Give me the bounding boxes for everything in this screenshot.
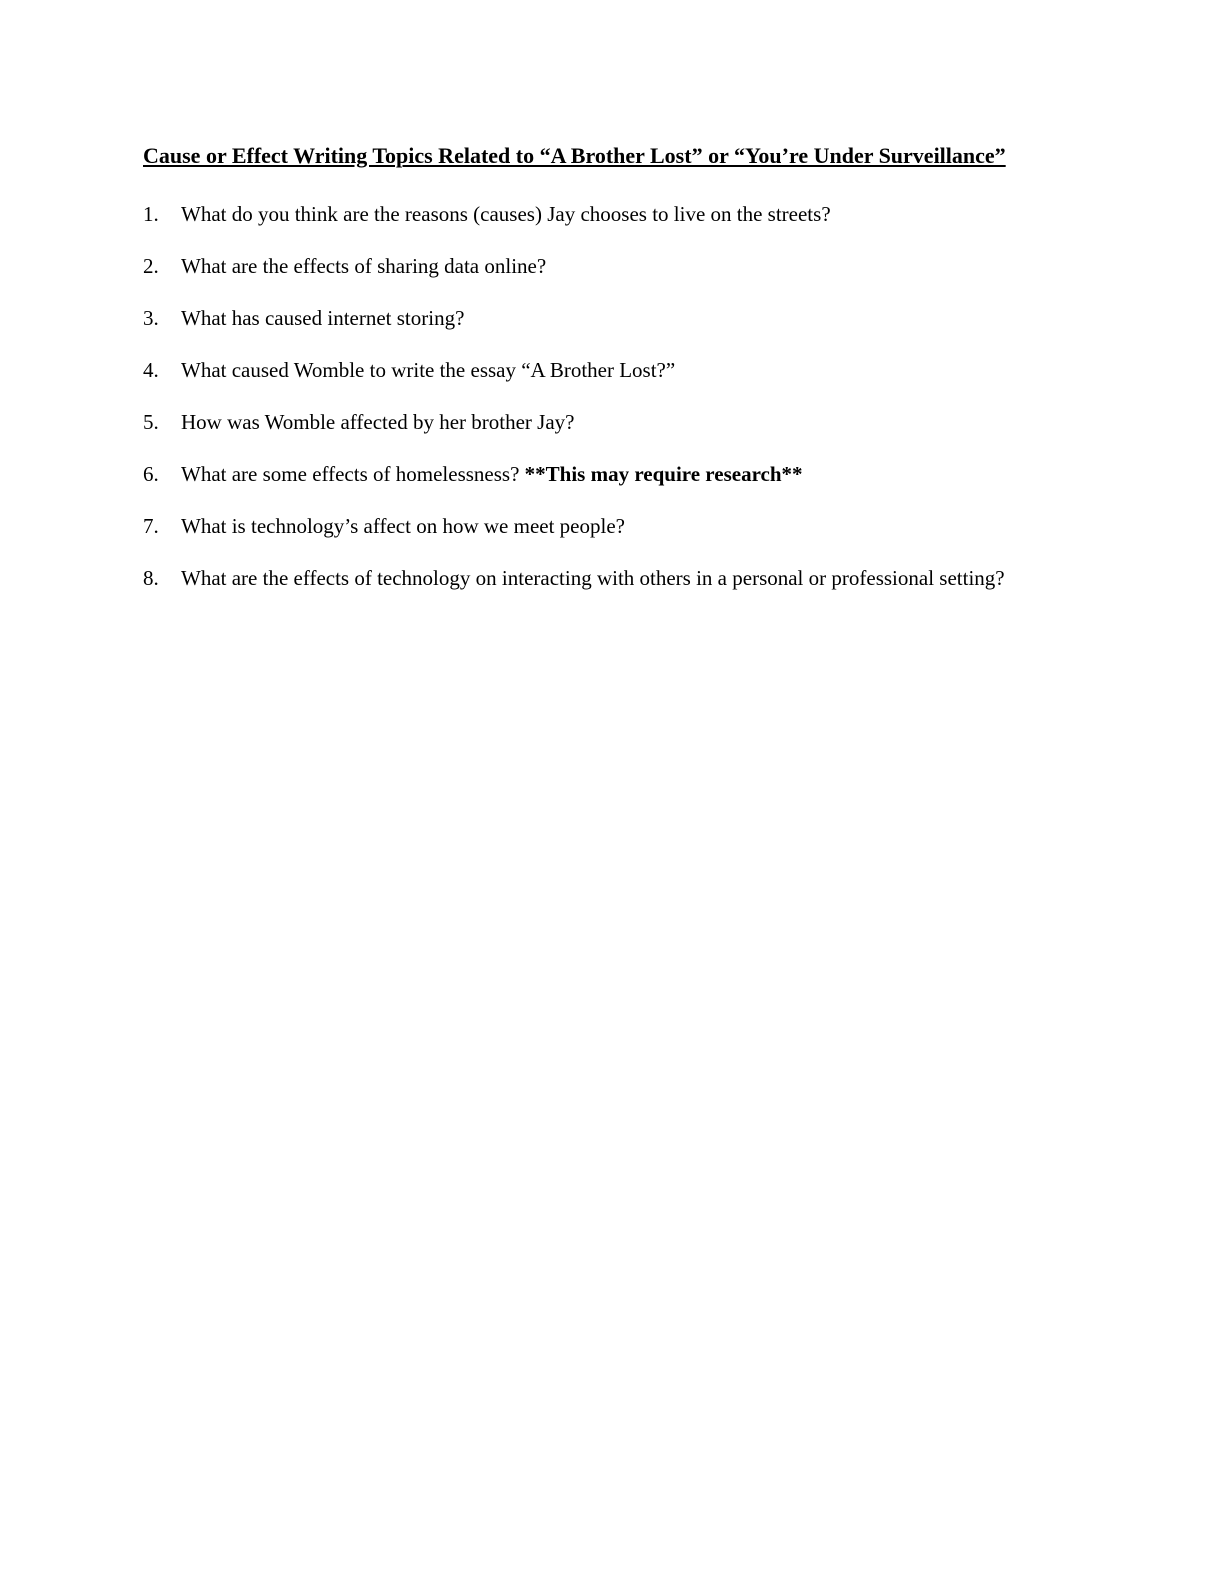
list-item-number: 2. [143,254,159,278]
list-item [143,409,1051,436]
list-item-text: What are the effects of sharing data online? [181,254,547,278]
list-item-number: 4. [143,358,159,382]
list-item-text-bold: **This may require research** [524,462,803,486]
list-item-number: 3. [143,306,159,330]
list-item-text: What do you think are the reasons (causes) Jay chooses to live on the streets? [181,202,831,226]
list-item-text: How was Womble affected by her brother Jay? [181,410,575,434]
list-item-text [181,461,1051,488]
list-item-text: What is technology’s affect on how we meet people? [181,514,625,538]
list-item-number: 7. [143,514,159,538]
topic-list [143,201,1051,592]
page-title: Cause or Effect Writing Topics Related to “A Brother Lost” or “You’re Under Surveillance” [143,143,1006,168]
list-item-number: 6. [143,462,159,486]
list-item-text: What are the effects of technology on interacting with others in a personal or professional setting? [181,566,1005,590]
list-item-text: What has caused internet storing? [181,306,465,330]
list-item [143,513,1051,540]
list-item [143,461,1051,488]
list-item-text-normal: What are some effects of homelessness? [181,462,525,486]
list-item-number: 5. [143,410,159,434]
list-item [143,565,1051,592]
list-item-text: What caused Womble to write the essay “A Brother Lost?” [181,358,676,382]
document-content [143,144,1051,592]
list-item [143,305,1051,332]
list-item-number: 8. [143,566,159,590]
list-item-number: 1. [143,202,159,226]
list-item [143,201,1051,228]
list-item [143,253,1051,280]
list-item [143,357,1051,384]
